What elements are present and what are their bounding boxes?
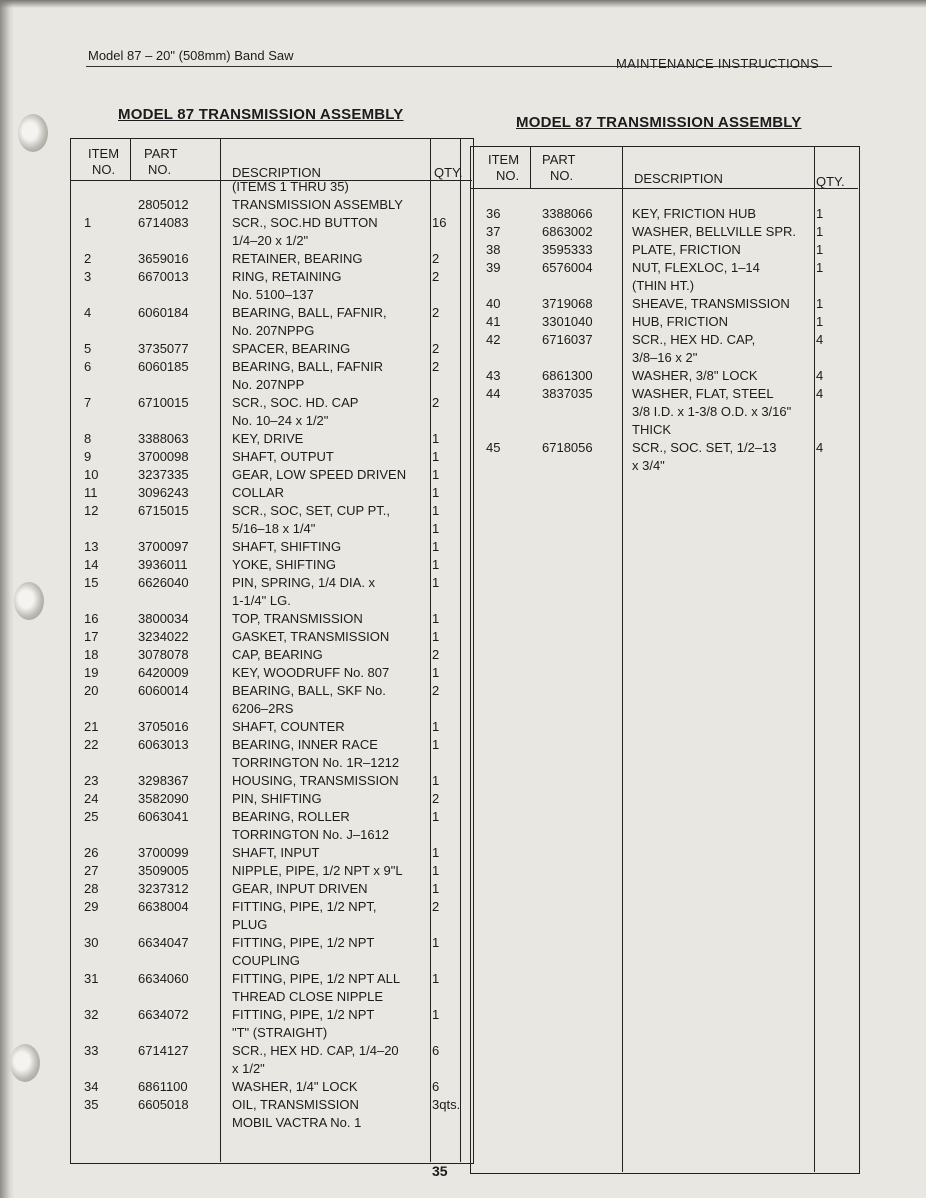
item-number-cell: 45 (486, 440, 501, 455)
description-cell: SHAFT, SHIFTING (232, 539, 342, 554)
section-header: MAINTENANCE INSTRUCTIONS (616, 56, 819, 71)
part-number-cell: 6861300 (542, 368, 593, 383)
description-cell: x 1/2" (232, 1061, 265, 1076)
quantity-cell: 1 (432, 521, 440, 536)
description-cell: FITTING, PIPE, 1/2 NPT ALL (232, 971, 401, 986)
left-col-part-header: PART (144, 146, 178, 161)
page-edge-shadow (0, 0, 14, 1198)
item-number-cell: 7 (84, 395, 92, 410)
part-number-cell: 6634072 (138, 1007, 189, 1022)
quantity-cell: 1 (432, 845, 440, 860)
part-number-cell: 3078078 (138, 647, 189, 662)
description-cell: KEY, FRICTION HUB (632, 206, 757, 221)
description-cell: RING, RETAINING (232, 269, 342, 284)
right-col-qty-header: QTY. (816, 174, 845, 189)
description-cell: BEARING, ROLLER (232, 809, 350, 824)
part-number-cell: 3388063 (138, 431, 189, 446)
part-number-cell: 3595333 (542, 242, 593, 257)
item-number-cell: 21 (84, 719, 99, 734)
part-number-cell: 6634047 (138, 935, 189, 950)
quantity-cell: 1 (432, 809, 440, 824)
left-col-item-header: ITEM (88, 146, 120, 161)
right-col-desc-header: DESCRIPTION (634, 171, 723, 186)
description-cell: PIN, SHIFTING (232, 791, 322, 806)
right-header-rule (470, 188, 858, 189)
description-cell: COUPLING (232, 953, 300, 968)
part-number-cell: 3705016 (138, 719, 189, 734)
description-cell: SHAFT, INPUT (232, 845, 320, 860)
item-number-cell: 20 (84, 683, 99, 698)
description-cell: GASKET, TRANSMISSION (232, 629, 390, 644)
description-cell: YOKE, SHIFTING (232, 557, 337, 572)
part-number-cell: 3582090 (138, 791, 189, 806)
description-cell: KEY, WOODRUFF No. 807 (232, 665, 390, 680)
item-number-cell: 11 (84, 485, 98, 500)
description-cell: SHEAVE, TRANSMISSION (632, 296, 790, 311)
binder-hole (18, 114, 48, 152)
part-number-cell: 6714083 (138, 215, 189, 230)
quantity-cell: 1 (432, 611, 440, 626)
description-cell: SHAFT, COUNTER (232, 719, 345, 734)
left-col-divider (130, 138, 131, 180)
part-number-cell: 6576004 (542, 260, 593, 275)
part-number-cell: 6714127 (138, 1043, 189, 1058)
item-number-cell: 31 (84, 971, 99, 986)
quantity-cell: 1 (432, 575, 440, 590)
quantity-cell: 2 (432, 305, 440, 320)
description-cell: x 3/4" (632, 458, 665, 473)
item-number-cell: 29 (84, 899, 99, 914)
quantity-cell: 1 (432, 449, 440, 464)
quantity-cell: 1 (816, 224, 824, 239)
quantity-cell: 2 (432, 269, 440, 284)
part-number-cell: 6063013 (138, 737, 189, 752)
part-number-cell: 3659016 (138, 251, 189, 266)
quantity-cell: 1 (432, 665, 440, 680)
item-number-cell: 24 (84, 791, 99, 806)
item-number-cell: 6 (84, 359, 92, 374)
description-cell: 1/4–20 x 1/2" (232, 233, 309, 248)
quantity-cell: 2 (432, 341, 440, 356)
quantity-cell: 1 (432, 773, 440, 788)
description-cell: BEARING, BALL, FAFNIR, (232, 305, 387, 320)
quantity-cell: 2 (432, 899, 440, 914)
description-cell: BEARING, BALL, FAFNIR (232, 359, 383, 374)
quantity-cell: 2 (432, 647, 440, 662)
description-cell: SCR., SOC. HD. CAP (232, 395, 359, 410)
quantity-cell: 4 (816, 332, 824, 347)
description-cell: SPACER, BEARING (232, 341, 351, 356)
description-cell: No. 207NPP (232, 377, 305, 392)
description-cell: KEY, DRIVE (232, 431, 304, 446)
item-number-cell: 18 (84, 647, 99, 662)
part-number-cell: 6060014 (138, 683, 189, 698)
part-number-cell: 6710015 (138, 395, 189, 410)
item-number-cell: 25 (84, 809, 99, 824)
quantity-cell: 1 (432, 629, 440, 644)
quantity-cell: 2 (432, 683, 440, 698)
item-number-cell: 1 (84, 215, 92, 230)
description-cell: NUT, FLEXLOC, 1–14 (632, 260, 760, 275)
item-number-cell: 42 (486, 332, 501, 347)
left-col-item-header: NO. (92, 162, 116, 177)
item-number-cell: 12 (84, 503, 99, 518)
description-cell: PLUG (232, 917, 268, 932)
quantity-cell: 1 (432, 431, 440, 446)
left-col-divider (220, 138, 221, 1162)
quantity-cell: 1 (432, 719, 440, 734)
item-number-cell: 43 (486, 368, 501, 383)
item-number-cell: 15 (84, 575, 99, 590)
right-col-item-header: ITEM (488, 152, 520, 167)
part-number-cell: 3237335 (138, 467, 189, 482)
quantity-cell: 4 (816, 368, 824, 383)
description-cell: SCR., HEX HD. CAP, 1/4–20 (232, 1043, 399, 1058)
part-number-cell: 3735077 (138, 341, 189, 356)
quantity-cell: 4 (816, 386, 824, 401)
quantity-cell: 6 (432, 1043, 440, 1058)
left-col-divider (460, 138, 461, 1162)
description-cell: TRANSMISSION ASSEMBLY (232, 197, 403, 212)
description-cell: 6206–2RS (232, 701, 294, 716)
quantity-cell: 1 (816, 206, 824, 221)
left-col-qty-header: QTY. (434, 165, 463, 180)
item-number-cell: 27 (84, 863, 99, 878)
description-cell: No. 207NPPG (232, 323, 315, 338)
description-cell: COLLAR (232, 485, 285, 500)
item-number-cell: 32 (84, 1007, 99, 1022)
description-cell: TORRINGTON No. 1R–1212 (232, 755, 400, 770)
part-number-cell: 6863002 (542, 224, 593, 239)
item-number-cell: 5 (84, 341, 92, 356)
quantity-cell: 16 (432, 215, 447, 230)
part-number-cell: 6060185 (138, 359, 189, 374)
description-cell: No. 10–24 x 1/2" (232, 413, 329, 428)
quantity-cell: 1 (816, 296, 824, 311)
description-cell: WASHER, 1/4" LOCK (232, 1079, 358, 1094)
item-number-cell: 36 (486, 206, 501, 221)
manual-model-header: Model 87 – 20" (508mm) Band Saw (88, 48, 294, 63)
description-cell: THREAD CLOSE NIPPLE (232, 989, 383, 1004)
description-cell: HUB, FRICTION (632, 314, 729, 329)
left-col-part-header: NO. (148, 162, 172, 177)
item-number-cell: 16 (84, 611, 99, 626)
binder-hole (14, 582, 44, 620)
quantity-cell: 1 (432, 935, 440, 950)
description-cell: "T" (STRAIGHT) (232, 1025, 328, 1040)
part-number-cell: 3298367 (138, 773, 189, 788)
description-cell: SCR., SOC. SET, 1/2–13 (632, 440, 777, 455)
part-number-cell: 3237312 (138, 881, 189, 896)
part-number-cell: 6715015 (138, 503, 189, 518)
item-number-cell: 35 (84, 1097, 99, 1112)
part-number-cell: 3800034 (138, 611, 189, 626)
item-number-cell: 34 (84, 1079, 99, 1094)
part-number-cell: 3837035 (542, 386, 593, 401)
item-number-cell: 3 (84, 269, 92, 284)
part-number-cell: 6634060 (138, 971, 189, 986)
description-cell: RETAINER, BEARING (232, 251, 363, 266)
part-number-cell: 6063041 (138, 809, 189, 824)
description-cell: WASHER, BELLVILLE SPR. (632, 224, 797, 239)
quantity-cell: 1 (432, 503, 440, 518)
description-cell: TOP, TRANSMISSION (232, 611, 363, 626)
part-number-cell: 3301040 (542, 314, 593, 329)
item-number-cell: 8 (84, 431, 92, 446)
part-number-cell: 3719068 (542, 296, 593, 311)
part-number-cell: 3234022 (138, 629, 189, 644)
description-cell: HOUSING, TRANSMISSION (232, 773, 399, 788)
description-cell: SCR., HEX HD. CAP, (632, 332, 756, 347)
right-table-title: MODEL 87 TRANSMISSION ASSEMBLY (516, 114, 802, 131)
part-number-cell: 6420009 (138, 665, 189, 680)
item-number-cell: 38 (486, 242, 501, 257)
quantity-cell: 1 (432, 467, 440, 482)
quantity-cell: 1 (816, 242, 824, 257)
description-cell: No. 5100–137 (232, 287, 314, 302)
quantity-cell: 1 (432, 1007, 440, 1022)
quantity-cell: 1 (432, 557, 440, 572)
right-col-divider (530, 146, 531, 188)
right-col-divider (814, 146, 815, 1172)
part-number-cell: 6060184 (138, 305, 189, 320)
part-number-cell: 3936011 (138, 557, 188, 572)
description-cell: 3/8 I.D. x 1-3/8 O.D. x 3/16" (632, 404, 792, 419)
item-number-cell: 41 (486, 314, 501, 329)
quantity-cell: 1 (432, 737, 440, 752)
part-number-cell: 3509005 (138, 863, 189, 878)
description-cell: BEARING, BALL, SKF No. (232, 683, 386, 698)
part-number-cell: 6716037 (542, 332, 593, 347)
part-number-cell: 3700097 (138, 539, 189, 554)
item-number-cell: 10 (84, 467, 99, 482)
quantity-cell: 1 (432, 881, 440, 896)
part-number-cell: 6718056 (542, 440, 593, 455)
quantity-cell: 2 (432, 395, 440, 410)
quantity-cell: 1 (432, 971, 440, 986)
page-number: 35 (432, 1163, 448, 1179)
description-cell: 5/16–18 x 1/4" (232, 521, 316, 536)
description-cell: MOBIL VACTRA No. 1 (232, 1115, 362, 1130)
description-cell: SHAFT, OUTPUT (232, 449, 334, 464)
description-cell: BEARING, INNER RACE (232, 737, 378, 752)
quantity-cell: 1 (432, 539, 440, 554)
part-number-cell: 3700099 (138, 845, 189, 860)
part-number-cell: 6638004 (138, 899, 189, 914)
right-col-part-header: NO. (550, 168, 574, 183)
description-cell: FITTING, PIPE, 1/2 NPT (232, 935, 375, 950)
description-cell: PIN, SPRING, 1/4 DIA. x (232, 575, 376, 590)
description-cell: GEAR, INPUT DRIVEN (232, 881, 368, 896)
item-number-cell: 4 (84, 305, 92, 320)
description-cell: GEAR, LOW SPEED DRIVEN (232, 467, 407, 482)
description-cell: (ITEMS 1 THRU 35) (232, 179, 349, 194)
part-number-cell: 6626040 (138, 575, 189, 590)
description-cell: SCR., SOC.HD BUTTON (232, 215, 378, 230)
description-cell: WASHER, FLAT, STEEL (632, 386, 774, 401)
part-number-cell: 6670013 (138, 269, 189, 284)
left-table-title: MODEL 87 TRANSMISSION ASSEMBLY (118, 106, 404, 123)
description-cell: THICK (632, 422, 671, 437)
description-cell: FITTING, PIPE, 1/2 NPT, (232, 899, 377, 914)
description-cell: WASHER, 3/8" LOCK (632, 368, 758, 383)
description-cell: 3/8–16 x 2" (632, 350, 698, 365)
quantity-cell: 2 (432, 359, 440, 374)
quantity-cell: 2 (432, 791, 440, 806)
part-number-cell: 6861100 (138, 1079, 188, 1094)
item-number-cell: 33 (84, 1043, 99, 1058)
quantity-cell: 1 (432, 485, 440, 500)
item-number-cell: 14 (84, 557, 99, 572)
item-number-cell: 37 (486, 224, 501, 239)
item-number-cell: 40 (486, 296, 501, 311)
item-number-cell: 30 (84, 935, 99, 950)
quantity-cell: 4 (816, 440, 824, 455)
description-cell: (THIN HT.) (632, 278, 695, 293)
description-cell: 1-1/4" LG. (232, 593, 291, 608)
quantity-cell: 6 (432, 1079, 440, 1094)
part-number-cell: 2805012 (138, 197, 189, 212)
page-top-shadow (0, 0, 926, 8)
item-number-cell: 23 (84, 773, 99, 788)
description-cell: TORRINGTON No. J–1612 (232, 827, 390, 842)
item-number-cell: 17 (84, 629, 99, 644)
item-number-cell: 22 (84, 737, 99, 752)
header-rule (86, 66, 832, 67)
description-cell: FITTING, PIPE, 1/2 NPT (232, 1007, 375, 1022)
item-number-cell: 44 (486, 386, 501, 401)
item-number-cell: 28 (84, 881, 99, 896)
quantity-cell: 3qts. (432, 1097, 461, 1112)
item-number-cell: 2 (84, 251, 92, 266)
right-col-item-header: NO. (496, 168, 520, 183)
item-number-cell: 9 (84, 449, 92, 464)
description-cell: PLATE, FRICTION (632, 242, 741, 257)
description-cell: NIPPLE, PIPE, 1/2 NPT x 9"L (232, 863, 403, 878)
right-col-divider (622, 146, 623, 1172)
left-col-desc-header: DESCRIPTION (232, 165, 321, 180)
item-number-cell: 19 (84, 665, 99, 680)
quantity-cell: 2 (432, 251, 440, 266)
part-number-cell: 3388066 (542, 206, 593, 221)
description-cell: OIL, TRANSMISSION (232, 1097, 359, 1112)
left-col-divider (430, 138, 431, 1162)
part-number-cell: 6605018 (138, 1097, 189, 1112)
description-cell: CAP, BEARING (232, 647, 323, 662)
description-cell: SCR., SOC, SET, CUP PT., (232, 503, 390, 518)
part-number-cell: 3700098 (138, 449, 189, 464)
right-col-part-header: PART (542, 152, 576, 167)
part-number-cell: 3096243 (138, 485, 189, 500)
quantity-cell: 1 (816, 314, 824, 329)
item-number-cell: 13 (84, 539, 99, 554)
quantity-cell: 1 (432, 863, 440, 878)
binder-hole (10, 1044, 40, 1082)
item-number-cell: 26 (84, 845, 99, 860)
item-number-cell: 39 (486, 260, 501, 275)
quantity-cell: 1 (816, 260, 824, 275)
